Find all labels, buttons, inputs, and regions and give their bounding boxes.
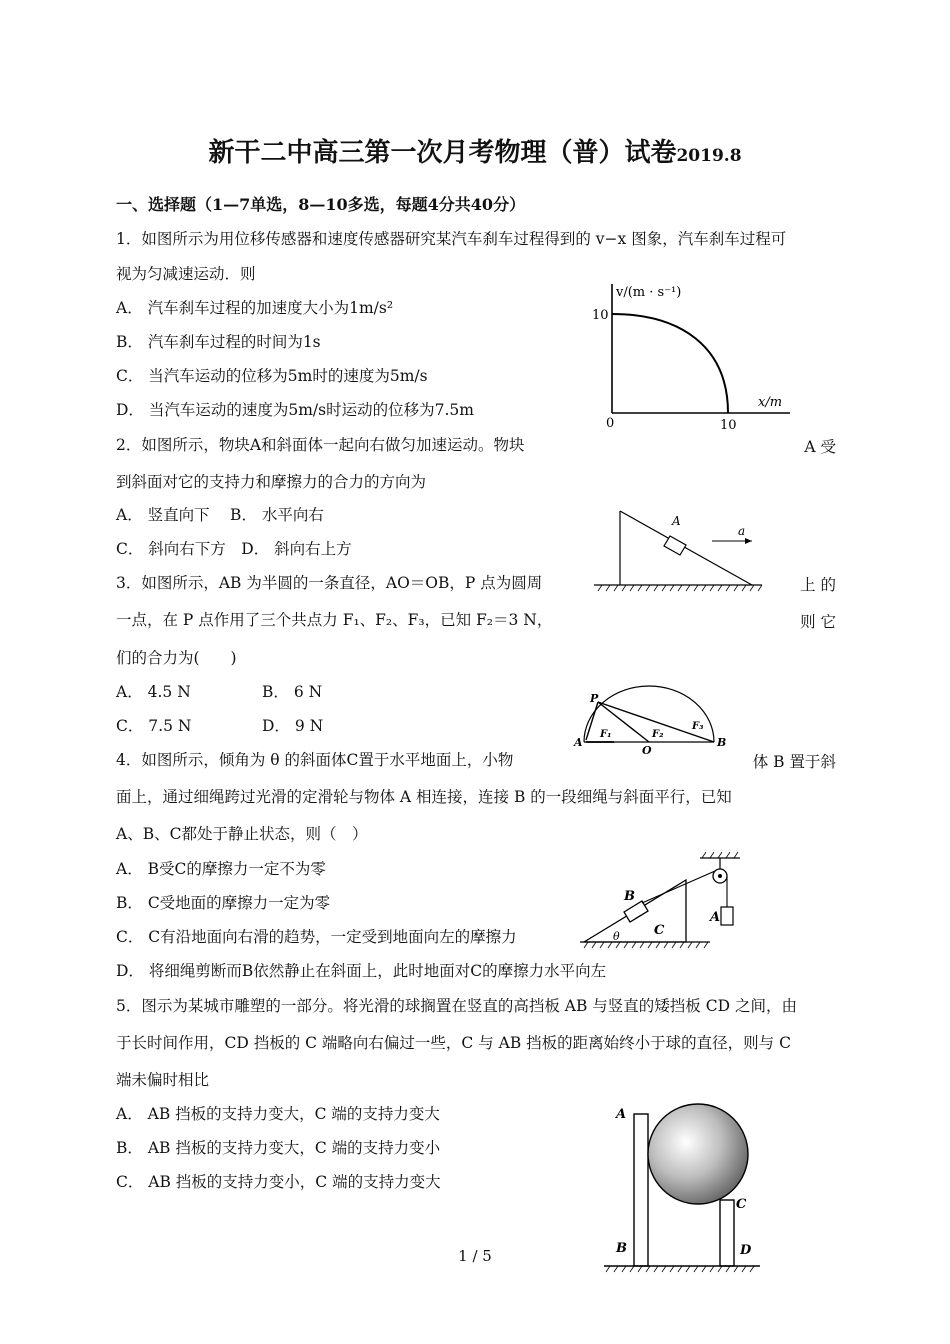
q1-xlabel: x/m	[758, 395, 783, 410]
q5-label-a: A	[616, 1107, 627, 1122]
q4-option-a: A． B受C的摩擦力一定不为零	[116, 860, 326, 878]
q3-stem-line1-right: 上 的	[800, 576, 836, 594]
q2-options-cd: C． 斜向右下方 D． 斜向右上方	[116, 540, 352, 558]
q2-stem-line1: 2．如图所示，物块A和斜面体一起向右做匀加速运动。物块	[116, 436, 525, 454]
q1-option-c: C． 当汽车运动的位移为5m时的速度为5m/s	[116, 367, 428, 385]
q4-option-b: B． C受地面的摩擦力一定为零	[116, 894, 331, 912]
q1-stem-line1: 1．如图所示为用位移传感器和速度传感器研究某汽车刹车过程得到的 v−x 图象，汽车刹车过程可	[116, 230, 787, 248]
q3-stem-line2: 一点，在 P 点作用了三个共点力 F₁、F₂、F₃，已知 F₂＝3 N，	[116, 611, 553, 629]
page-title	[0, 137, 950, 172]
q5-option-b: B． AB 挡板的支持力变大，C 端的支持力变小	[116, 1139, 441, 1157]
q2-options-ab: A． 竖直向下 B． 水平向右	[116, 506, 324, 524]
q3-label-f1: F₁	[600, 729, 612, 740]
q3-option-c: C． 7.5 N	[116, 717, 192, 735]
q5-stem-line1: 5．图示为某城市雕塑的一部分。将光滑的球搁置在竖直的高挡板 AB 与竖直的矮挡板 CD 之间，由	[116, 997, 797, 1015]
title-year: 2019.8	[676, 146, 742, 166]
q1-vx-graph	[590, 276, 800, 436]
q3-label-a: A	[574, 736, 583, 749]
q4-option-c: C． C有沿地面向右滑的趋势，一定受到地面向左的摩擦力	[116, 928, 517, 946]
title-main: 新干二中高三第一次月考物理（普）试卷	[208, 138, 677, 168]
q1-origin: 0	[606, 416, 615, 431]
q3-option-b: B． 6 N	[262, 683, 323, 701]
q3-stem-line3: 们的合力为( )	[116, 649, 237, 667]
q1-ylabel: v/(m · s⁻¹)	[616, 285, 682, 300]
q1-option-a: A． 汽车刹车过程的加速度大小为1m/s²	[116, 299, 394, 317]
q1-option-b: B． 汽车刹车过程的时间为1s	[116, 333, 321, 351]
q4-label-theta: θ	[613, 930, 620, 943]
q4-label-a: A	[710, 910, 721, 925]
q3-label-f2: F₂	[652, 729, 664, 740]
q3-stem-line2-right: 则 它	[800, 613, 836, 631]
q5-label-c: C	[736, 1197, 747, 1212]
q4-stem-line1-right: 体 B 置于斜	[752, 753, 836, 771]
q2-incline-diagram	[592, 505, 772, 595]
q5-label-b: B	[616, 1241, 627, 1256]
q4-label-b: B	[624, 889, 635, 904]
q2-accel-label: a	[738, 524, 746, 538]
q4-stem-line2: 面上，通过细绳跨过光滑的定滑轮与物体 A 相连接，连接 B 的一段细绳与斜面平行，已知	[116, 788, 732, 806]
q5-stem-line3: 端未偏时相比	[116, 1071, 210, 1089]
q4-pulley-diagram	[580, 850, 745, 950]
q3-option-a: A． 4.5 N	[116, 683, 191, 701]
q3-stem-line1: 3．如图所示，AB 为半圆的一条直径，AO＝OB，P 点为圆周	[116, 574, 543, 592]
q5-option-c: C． AB 挡板的支持力变小，C 端的支持力变大	[116, 1173, 441, 1191]
q3-label-f3: F₃	[692, 721, 704, 732]
q2-block-label: A	[672, 514, 681, 528]
q2-stem-line1-right: A 受	[804, 438, 836, 456]
q1-ytick: 10	[592, 308, 609, 323]
q1-stem-line2: 视为匀减速运动．则	[116, 265, 256, 283]
section-heading: 一、选择题（1—7单选，8—10多选，每题4分共40分）	[116, 195, 526, 214]
q1-xtick: 10	[720, 418, 737, 433]
q3-label-p: P	[590, 692, 599, 705]
q5-option-a: A． AB 挡板的支持力变大，C 端的支持力变大	[116, 1105, 440, 1123]
q3-label-b: B	[717, 736, 727, 749]
q3-semicircle-diagram	[574, 680, 734, 760]
q4-label-c: C	[654, 923, 665, 938]
q1-option-d: D． 当汽车运动的速度为5m/s时运动的位移为7.5m	[116, 401, 474, 419]
q3-label-o: O	[642, 744, 652, 757]
q4-option-d: D． 将细绳剪断而B依然静止在斜面上，此时地面对C的摩擦力水平向左	[116, 962, 607, 980]
page-number: 1 / 5	[458, 1247, 492, 1265]
q2-stem-line2: 到斜面对它的支持力和摩擦力的合力的方向为	[116, 473, 427, 491]
q4-stem-line1: 4．如图所示，倾角为 θ 的斜面体C置于水平地面上，小物	[116, 751, 514, 769]
q3-option-d: D． 9 N	[262, 717, 324, 735]
q4-stem-line3: A、B、C都处于静止状态，则（ ）	[116, 825, 368, 843]
q5-label-d: D	[740, 1243, 752, 1258]
q5-stem-line2: 于长时间作用，CD 挡板的 C 端略向右偏过一些，C 与 AB 挡板的距离始终小于球的直径，则与 C	[116, 1034, 791, 1052]
